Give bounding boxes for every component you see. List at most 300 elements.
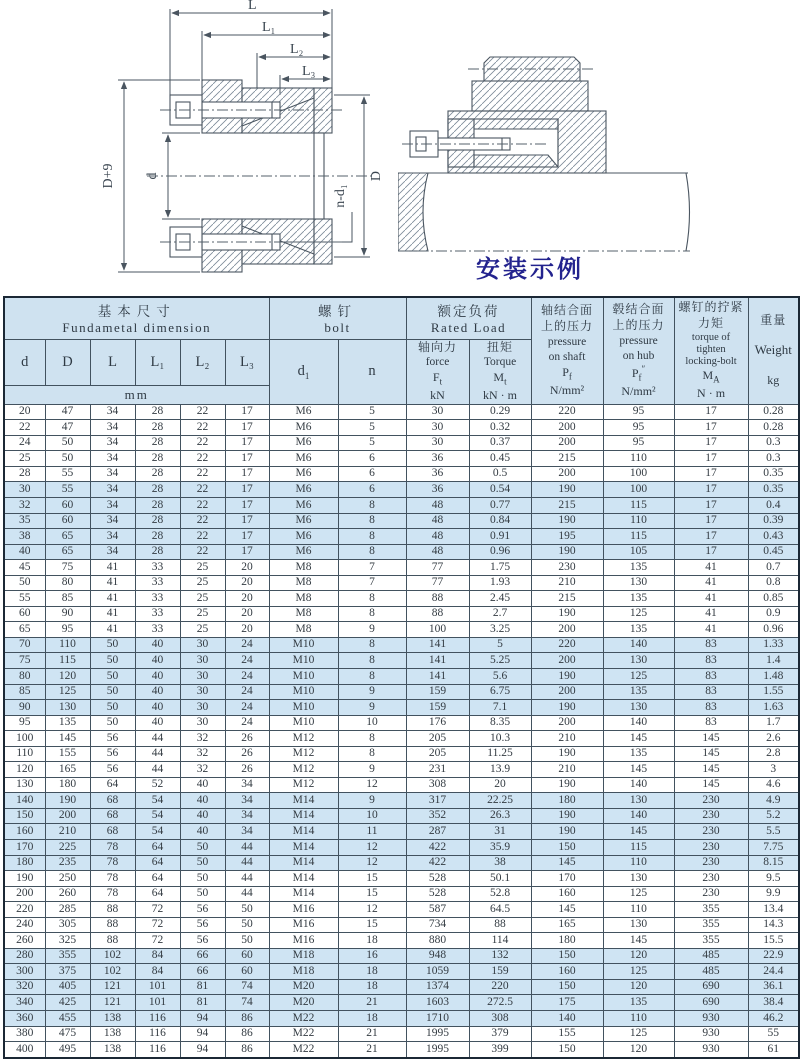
table-row bbox=[4, 933, 799, 949]
cell: 83 bbox=[674, 653, 748, 669]
cell: 200 bbox=[531, 435, 603, 451]
cell: M8 bbox=[269, 591, 338, 607]
cell: 22 bbox=[180, 497, 225, 513]
cell: 140 bbox=[603, 715, 674, 731]
cell: 230 bbox=[531, 560, 603, 576]
cell: 8 bbox=[338, 591, 406, 607]
cell: 930 bbox=[674, 1026, 748, 1042]
cell: 101 bbox=[135, 979, 180, 995]
cell: 930 bbox=[674, 1042, 748, 1059]
cell: 379 bbox=[469, 1026, 531, 1042]
cell: 317 bbox=[406, 793, 469, 809]
cell: 1710 bbox=[406, 1011, 469, 1027]
cell: 132 bbox=[469, 948, 531, 964]
cell: 86 bbox=[225, 1011, 269, 1027]
cell: 100 bbox=[406, 622, 469, 638]
cell: 145 bbox=[603, 731, 674, 747]
cell: 8 bbox=[338, 669, 406, 685]
cell: 25 bbox=[180, 591, 225, 607]
cell: 81 bbox=[180, 995, 225, 1011]
cell: 100 bbox=[4, 731, 45, 747]
cell: 3.25 bbox=[469, 622, 531, 638]
cell: 65 bbox=[45, 544, 90, 560]
col-header-pressure-on-shaft: 轴结合面 上的压力 pressure on shaft $P_f$ N/mm² bbox=[531, 297, 603, 404]
cell: 180 bbox=[4, 855, 45, 871]
col-header-L1: L₁ bbox=[135, 339, 180, 385]
cell: 20 bbox=[225, 560, 269, 576]
cell: M22 bbox=[269, 1011, 338, 1027]
cell: 40 bbox=[180, 793, 225, 809]
cell: 200 bbox=[531, 684, 603, 700]
cell: 56 bbox=[180, 902, 225, 918]
cell: 36.1 bbox=[748, 979, 799, 995]
cell: 70 bbox=[4, 637, 45, 653]
cell: 34 bbox=[90, 529, 135, 545]
cell: 0.39 bbox=[748, 513, 799, 529]
cell: M6 bbox=[269, 404, 338, 420]
cell: 50 bbox=[90, 700, 135, 716]
cell: 355 bbox=[674, 902, 748, 918]
cell: 56 bbox=[180, 933, 225, 949]
table-row bbox=[4, 575, 799, 591]
cell: 0.45 bbox=[748, 544, 799, 560]
cell: 190 bbox=[531, 513, 603, 529]
cell: 101 bbox=[135, 995, 180, 1011]
cell: 250 bbox=[45, 871, 90, 887]
cell: 44 bbox=[225, 855, 269, 871]
cell: 41 bbox=[674, 575, 748, 591]
cell: 375 bbox=[45, 964, 90, 980]
cell: 260 bbox=[4, 933, 45, 949]
cell: M6 bbox=[269, 544, 338, 560]
cell: M14 bbox=[269, 824, 338, 840]
cell: 36 bbox=[406, 482, 469, 498]
cell: 355 bbox=[674, 933, 748, 949]
cell: M14 bbox=[269, 808, 338, 824]
cell: M10 bbox=[269, 700, 338, 716]
cell: 84 bbox=[135, 964, 180, 980]
cell: 587 bbox=[406, 902, 469, 918]
cell: 28 bbox=[135, 435, 180, 451]
cell: 36 bbox=[406, 451, 469, 467]
cell: 528 bbox=[406, 871, 469, 887]
cell: 33 bbox=[135, 591, 180, 607]
cell: 140 bbox=[531, 1011, 603, 1027]
cell: 190 bbox=[531, 746, 603, 762]
cell: 5.2 bbox=[748, 808, 799, 824]
cell: 100 bbox=[603, 482, 674, 498]
cell: M16 bbox=[269, 917, 338, 933]
cell: 130 bbox=[603, 793, 674, 809]
cell: 68 bbox=[90, 793, 135, 809]
table-row bbox=[4, 793, 799, 809]
cell: 308 bbox=[469, 1011, 531, 1027]
cell: 116 bbox=[135, 1042, 180, 1059]
cell: 230 bbox=[674, 886, 748, 902]
table-row bbox=[4, 669, 799, 685]
cell: 15 bbox=[338, 917, 406, 933]
cell: 24 bbox=[225, 715, 269, 731]
cell: 24 bbox=[225, 637, 269, 653]
cell: 30 bbox=[406, 435, 469, 451]
cell: 41 bbox=[90, 606, 135, 622]
cell: 5 bbox=[338, 435, 406, 451]
cell: 28 bbox=[135, 404, 180, 420]
cell: 10 bbox=[338, 808, 406, 824]
cell: 141 bbox=[406, 637, 469, 653]
cell: 125 bbox=[603, 606, 674, 622]
cell: 325 bbox=[45, 933, 90, 949]
cell: 155 bbox=[45, 746, 90, 762]
cell: M10 bbox=[269, 669, 338, 685]
cell: 287 bbox=[406, 824, 469, 840]
cell: 2.7 bbox=[469, 606, 531, 622]
cell: 86 bbox=[225, 1042, 269, 1059]
cell: 50 bbox=[180, 886, 225, 902]
cell: 94 bbox=[180, 1042, 225, 1059]
cell: 55 bbox=[45, 482, 90, 498]
cell: 2.8 bbox=[748, 746, 799, 762]
cell: 15.5 bbox=[748, 933, 799, 949]
cell: 17 bbox=[674, 420, 748, 436]
cell: 135 bbox=[603, 622, 674, 638]
cell: 1.75 bbox=[469, 560, 531, 576]
cell: 110 bbox=[603, 1011, 674, 1027]
cell: 425 bbox=[45, 995, 90, 1011]
cell: 13.9 bbox=[469, 762, 531, 778]
col-header-n: n bbox=[338, 339, 406, 404]
cell: 55 bbox=[45, 466, 90, 482]
cell: 138 bbox=[90, 1026, 135, 1042]
cell: 145 bbox=[674, 777, 748, 793]
cell: M18 bbox=[269, 948, 338, 964]
cell: 46.2 bbox=[748, 1011, 799, 1027]
cell: 50 bbox=[90, 669, 135, 685]
cell: 33 bbox=[135, 606, 180, 622]
cell: 300 bbox=[4, 964, 45, 980]
cell: 5.25 bbox=[469, 653, 531, 669]
cell: 40 bbox=[180, 808, 225, 824]
cell: 77 bbox=[406, 575, 469, 591]
cell: 83 bbox=[674, 637, 748, 653]
cell: 9 bbox=[338, 684, 406, 700]
cell: 52.8 bbox=[469, 886, 531, 902]
cell: 60 bbox=[45, 497, 90, 513]
cell: 50 bbox=[180, 855, 225, 871]
installation-example-caption: 安装示例 bbox=[476, 257, 584, 283]
cell: 17 bbox=[225, 529, 269, 545]
cell: 31 bbox=[469, 824, 531, 840]
cell: M6 bbox=[269, 497, 338, 513]
cell: 34 bbox=[90, 513, 135, 529]
cell: M10 bbox=[269, 684, 338, 700]
table-row bbox=[4, 824, 799, 840]
cell: 200 bbox=[531, 715, 603, 731]
cell: 54 bbox=[135, 824, 180, 840]
cell: 120 bbox=[4, 762, 45, 778]
cell: 1995 bbox=[406, 1042, 469, 1059]
cell: 125 bbox=[603, 669, 674, 685]
cell: 355 bbox=[674, 917, 748, 933]
cell: 45 bbox=[4, 560, 45, 576]
cell: 25 bbox=[180, 622, 225, 638]
cell: 165 bbox=[531, 917, 603, 933]
cell: 120 bbox=[603, 948, 674, 964]
cell: 190 bbox=[531, 777, 603, 793]
cell: 1.48 bbox=[748, 669, 799, 685]
cell: 83 bbox=[674, 715, 748, 731]
cell: 0.5 bbox=[469, 466, 531, 482]
cell: M8 bbox=[269, 575, 338, 591]
cell: 4.6 bbox=[748, 777, 799, 793]
cell: 160 bbox=[4, 824, 45, 840]
cell: 22 bbox=[180, 435, 225, 451]
table-row bbox=[4, 1011, 799, 1027]
cell: 90 bbox=[45, 606, 90, 622]
table-row bbox=[4, 886, 799, 902]
cell: 22 bbox=[180, 404, 225, 420]
cell: 17 bbox=[674, 482, 748, 498]
cell: 34 bbox=[90, 497, 135, 513]
cell: 22 bbox=[180, 482, 225, 498]
dim-label-D: D bbox=[369, 170, 384, 182]
cell: 24 bbox=[225, 684, 269, 700]
cell: 24 bbox=[225, 669, 269, 685]
cell: 145 bbox=[531, 902, 603, 918]
cell: 6 bbox=[338, 482, 406, 498]
cell: 26 bbox=[225, 762, 269, 778]
table-row bbox=[4, 840, 799, 856]
cell: M14 bbox=[269, 840, 338, 856]
cell: 56 bbox=[180, 917, 225, 933]
cell: 400 bbox=[4, 1042, 45, 1059]
cell: 102 bbox=[90, 964, 135, 980]
cell: 88 bbox=[469, 917, 531, 933]
cell: 155 bbox=[531, 1026, 603, 1042]
cell: M10 bbox=[269, 715, 338, 731]
cell: 95 bbox=[603, 404, 674, 420]
cell: 145 bbox=[531, 855, 603, 871]
cell: 135 bbox=[603, 746, 674, 762]
cell: 159 bbox=[469, 964, 531, 980]
cell: 40 bbox=[4, 544, 45, 560]
cell: 176 bbox=[406, 715, 469, 731]
cell: 0.54 bbox=[469, 482, 531, 498]
table-row bbox=[4, 653, 799, 669]
cell: 195 bbox=[531, 529, 603, 545]
table-row bbox=[4, 637, 799, 653]
cell: 40 bbox=[135, 684, 180, 700]
cell: 25 bbox=[180, 560, 225, 576]
cell: 47 bbox=[45, 420, 90, 436]
cell: 26 bbox=[225, 746, 269, 762]
cell: 50 bbox=[90, 653, 135, 669]
cell: M8 bbox=[269, 606, 338, 622]
cell: M14 bbox=[269, 855, 338, 871]
cell: 17 bbox=[225, 451, 269, 467]
cell: 1374 bbox=[406, 979, 469, 995]
cell: 140 bbox=[603, 808, 674, 824]
cell: 28 bbox=[135, 544, 180, 560]
cell: 528 bbox=[406, 886, 469, 902]
cell: 44 bbox=[225, 886, 269, 902]
cell: 220 bbox=[469, 979, 531, 995]
cell: 125 bbox=[45, 684, 90, 700]
cell: 83 bbox=[674, 684, 748, 700]
cell: 72 bbox=[135, 917, 180, 933]
cell: 9.5 bbox=[748, 871, 799, 887]
cell: 95 bbox=[4, 715, 45, 731]
cell: 120 bbox=[603, 979, 674, 995]
cell: 17 bbox=[225, 435, 269, 451]
cell: 8 bbox=[338, 746, 406, 762]
cell: 130 bbox=[603, 575, 674, 591]
cell: 150 bbox=[531, 840, 603, 856]
cell: 38 bbox=[4, 529, 45, 545]
cell: 17 bbox=[225, 544, 269, 560]
cell: 120 bbox=[45, 669, 90, 685]
cell: 0.43 bbox=[748, 529, 799, 545]
cell: 495 bbox=[45, 1042, 90, 1059]
cell: 17 bbox=[674, 513, 748, 529]
cell: 0.28 bbox=[748, 420, 799, 436]
table-row bbox=[4, 591, 799, 607]
cell: 6 bbox=[338, 466, 406, 482]
cell: 100 bbox=[603, 466, 674, 482]
cell: 0.4 bbox=[748, 497, 799, 513]
locking-assembly-section-diagram bbox=[52, 0, 402, 292]
cell: 280 bbox=[4, 948, 45, 964]
cell: 21 bbox=[338, 1042, 406, 1059]
cell: 83 bbox=[674, 669, 748, 685]
cell: 22 bbox=[180, 451, 225, 467]
cell: 50 bbox=[90, 637, 135, 653]
cell: 485 bbox=[674, 964, 748, 980]
cell: M12 bbox=[269, 777, 338, 793]
cell: 25 bbox=[4, 451, 45, 467]
cell: 17 bbox=[225, 482, 269, 498]
cell: M20 bbox=[269, 979, 338, 995]
cell: 34 bbox=[90, 544, 135, 560]
table-row bbox=[4, 855, 799, 871]
cell: 130 bbox=[45, 700, 90, 716]
cell: M6 bbox=[269, 451, 338, 467]
cell: 44 bbox=[135, 746, 180, 762]
cell: 28 bbox=[135, 420, 180, 436]
cell: 220 bbox=[531, 637, 603, 653]
cell: 320 bbox=[4, 979, 45, 995]
table-row bbox=[4, 1042, 799, 1059]
cell: 116 bbox=[135, 1011, 180, 1027]
table-row bbox=[4, 622, 799, 638]
cell: 17 bbox=[225, 497, 269, 513]
cell: 135 bbox=[603, 560, 674, 576]
cell: 8 bbox=[338, 497, 406, 513]
cell: 94 bbox=[180, 1011, 225, 1027]
cell: 110 bbox=[603, 451, 674, 467]
col-header-d: d bbox=[4, 339, 45, 385]
cell: 80 bbox=[4, 669, 45, 685]
cell: 95 bbox=[603, 420, 674, 436]
cell: 8 bbox=[338, 606, 406, 622]
cell: 1603 bbox=[406, 995, 469, 1011]
cell: 95 bbox=[603, 435, 674, 451]
cell: M14 bbox=[269, 886, 338, 902]
cell: 17 bbox=[674, 435, 748, 451]
cell: 110 bbox=[603, 855, 674, 871]
cell: 5 bbox=[469, 637, 531, 653]
cell: 422 bbox=[406, 840, 469, 856]
table-row bbox=[4, 544, 799, 560]
cell: 52 bbox=[135, 777, 180, 793]
cell: 18 bbox=[338, 933, 406, 949]
cell: 25 bbox=[180, 575, 225, 591]
cell: 0.85 bbox=[748, 591, 799, 607]
table-row bbox=[4, 404, 799, 420]
cell: M14 bbox=[269, 871, 338, 887]
cell: 130 bbox=[603, 871, 674, 887]
cell: M6 bbox=[269, 482, 338, 498]
cell: 380 bbox=[4, 1026, 45, 1042]
cell: M20 bbox=[269, 995, 338, 1011]
cell: 34 bbox=[90, 420, 135, 436]
cell: 33 bbox=[135, 560, 180, 576]
table-row bbox=[4, 762, 799, 778]
cell: 40 bbox=[180, 777, 225, 793]
cell: 215 bbox=[531, 497, 603, 513]
cell: 9.9 bbox=[748, 886, 799, 902]
cell: 360 bbox=[4, 1011, 45, 1027]
cell: 7.1 bbox=[469, 700, 531, 716]
cell: 78 bbox=[90, 886, 135, 902]
cell: 38 bbox=[469, 855, 531, 871]
cell: 8 bbox=[338, 653, 406, 669]
cell: 41 bbox=[90, 575, 135, 591]
cell: 210 bbox=[531, 575, 603, 591]
cell: 235 bbox=[45, 855, 90, 871]
cell: 125 bbox=[603, 964, 674, 980]
cell: M6 bbox=[269, 529, 338, 545]
specification-table bbox=[3, 296, 800, 1059]
cell: 9 bbox=[338, 700, 406, 716]
cell: 83 bbox=[674, 700, 748, 716]
cell: 220 bbox=[4, 902, 45, 918]
cell: 68 bbox=[90, 808, 135, 824]
cell: 44 bbox=[225, 871, 269, 887]
table-row bbox=[4, 560, 799, 576]
cell: 18 bbox=[338, 1011, 406, 1027]
cell: 32 bbox=[180, 746, 225, 762]
cell: 35.9 bbox=[469, 840, 531, 856]
table-row bbox=[4, 979, 799, 995]
cell: 110 bbox=[45, 637, 90, 653]
cell: 190 bbox=[531, 606, 603, 622]
cell: 9 bbox=[338, 793, 406, 809]
cell: 110 bbox=[4, 746, 45, 762]
cell: 285 bbox=[45, 902, 90, 918]
cell: 50 bbox=[45, 451, 90, 467]
cell: 88 bbox=[406, 606, 469, 622]
cell: 22.25 bbox=[469, 793, 531, 809]
cell: 56 bbox=[90, 762, 135, 778]
cell: 0.37 bbox=[469, 435, 531, 451]
cell: 135 bbox=[603, 684, 674, 700]
cell: 80 bbox=[45, 575, 90, 591]
cell: M6 bbox=[269, 466, 338, 482]
cell: 15 bbox=[338, 871, 406, 887]
group-header-rated-load: 额定负荷 Rated Load bbox=[406, 297, 531, 339]
cell: 125 bbox=[603, 1026, 674, 1042]
